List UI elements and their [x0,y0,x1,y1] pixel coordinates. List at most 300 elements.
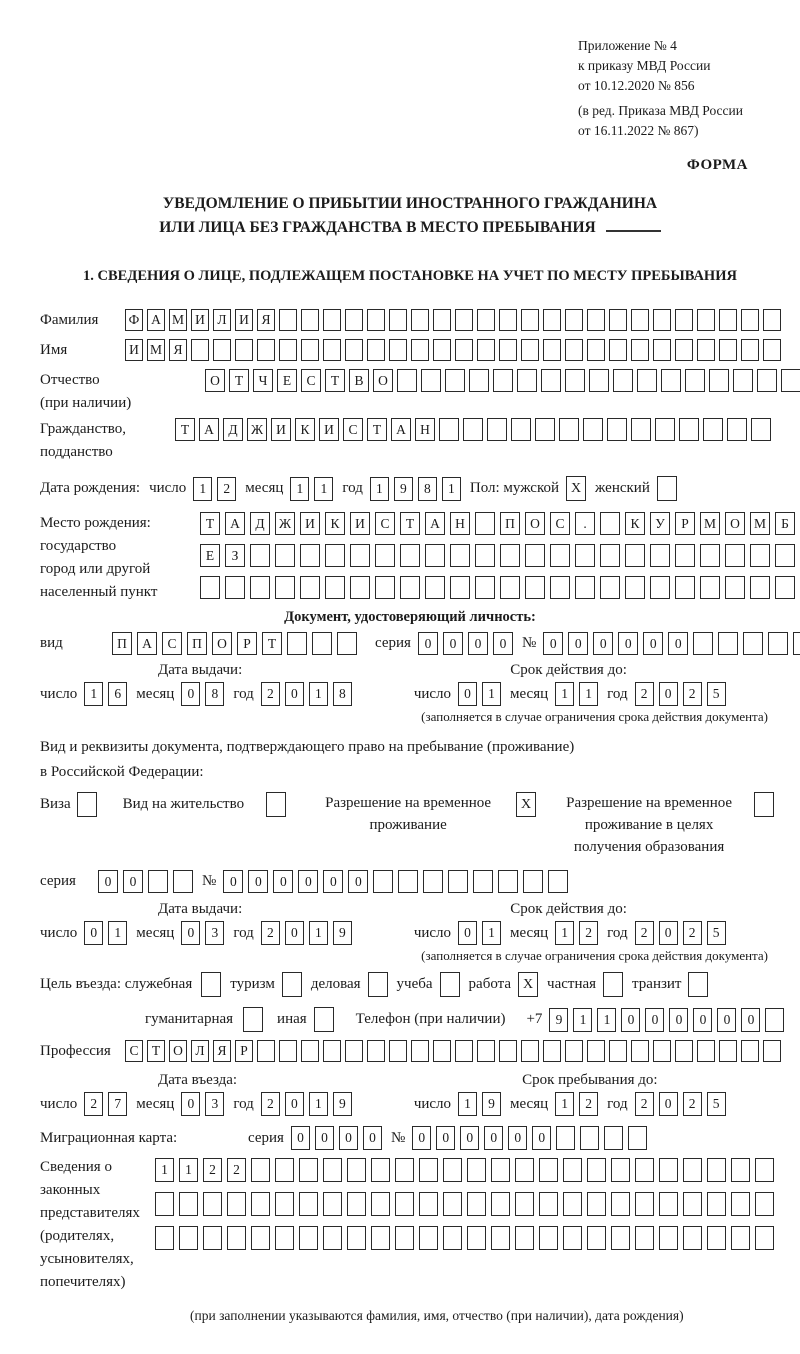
char-cell[interactable]: 3 [205,1092,224,1116]
char-cell[interactable] [550,576,570,599]
checkbox-temp-residence[interactable]: X [516,792,536,817]
char-cell[interactable] [235,339,253,361]
char-cell[interactable] [487,418,507,441]
char-cell[interactable] [299,1192,318,1216]
char-cell[interactable] [300,544,320,567]
char-cell[interactable] [733,369,753,392]
char-cell[interactable] [731,1226,750,1250]
char-cell[interactable]: 0 [458,921,477,945]
char-cell[interactable] [227,1192,246,1216]
char-cell[interactable]: 1 [309,921,328,945]
char-cell[interactable] [521,1040,539,1062]
char-cell[interactable]: 7 [108,1092,127,1116]
char-cell[interactable] [565,1040,583,1062]
char-cell[interactable] [299,1158,318,1182]
char-cell[interactable] [675,1040,693,1062]
char-cell[interactable] [741,309,759,331]
char-cell[interactable]: 0 [460,1126,479,1150]
char-cell[interactable]: М [750,512,770,535]
char-cell[interactable] [563,1226,582,1250]
char-cell[interactable]: 0 [223,870,243,893]
checkbox-work[interactable]: X [518,972,538,997]
char-cell[interactable]: 6 [108,682,127,706]
char-cell[interactable] [200,576,220,599]
char-cell[interactable]: 0 [248,870,268,893]
char-cell[interactable] [718,632,738,655]
char-cell[interactable] [375,544,395,567]
char-cell[interactable]: 0 [621,1008,640,1032]
checkbox-humanitarian[interactable] [243,1007,263,1032]
char-cell[interactable] [719,1040,737,1062]
char-cell[interactable]: Т [400,512,420,535]
checkbox-female[interactable] [657,476,677,501]
char-cell[interactable] [653,309,671,331]
char-cell[interactable]: И [350,512,370,535]
char-cell[interactable]: 5 [707,1092,726,1116]
char-cell[interactable] [775,576,795,599]
char-cell[interactable]: Т [147,1040,165,1062]
char-cell[interactable] [587,1226,606,1250]
char-cell[interactable]: 1 [555,682,574,706]
char-cell[interactable] [589,369,609,392]
char-cell[interactable]: 0 [669,1008,688,1032]
char-cell[interactable] [683,1226,702,1250]
char-cell[interactable] [697,1040,715,1062]
char-cell[interactable] [213,339,231,361]
char-cell[interactable] [543,339,561,361]
char-cell[interactable] [499,309,517,331]
char-cell[interactable] [300,576,320,599]
char-cell[interactable] [275,1158,294,1182]
char-cell[interactable] [731,1192,750,1216]
char-cell[interactable] [631,339,649,361]
char-cell[interactable]: 0 [568,632,588,655]
checkbox-other[interactable] [314,1007,334,1032]
char-cell[interactable] [345,1040,363,1062]
checkbox-official[interactable] [201,972,221,997]
char-cell[interactable]: 9 [549,1008,568,1032]
char-cell[interactable]: А [425,512,445,535]
char-cell[interactable] [395,1158,414,1182]
char-cell[interactable]: Р [235,1040,253,1062]
char-cell[interactable] [323,1158,342,1182]
char-cell[interactable] [587,1192,606,1216]
char-cell[interactable]: 0 [717,1008,736,1032]
char-cell[interactable] [600,512,620,535]
char-cell[interactable] [635,1158,654,1182]
char-cell[interactable] [279,1040,297,1062]
char-cell[interactable] [439,418,459,441]
char-cell[interactable]: С [162,632,182,655]
char-cell[interactable] [675,339,693,361]
char-cell[interactable]: Я [169,339,187,361]
char-cell[interactable] [373,870,393,893]
char-cell[interactable] [539,1192,558,1216]
char-cell[interactable] [659,1158,678,1182]
char-cell[interactable] [323,309,341,331]
char-cell[interactable]: 2 [84,1092,103,1116]
char-cell[interactable]: 1 [179,1158,198,1182]
char-cell[interactable] [367,309,385,331]
char-cell[interactable] [750,544,770,567]
char-cell[interactable]: 1 [314,477,333,501]
char-cell[interactable]: 0 [412,1126,431,1150]
char-cell[interactable]: 1 [573,1008,592,1032]
char-cell[interactable] [575,576,595,599]
char-cell[interactable] [425,544,445,567]
char-cell[interactable]: 5 [707,921,726,945]
char-cell[interactable] [499,339,517,361]
char-cell[interactable] [631,1040,649,1062]
char-cell[interactable]: 0 [323,870,343,893]
char-cell[interactable]: 3 [205,921,224,945]
char-cell[interactable] [499,1040,517,1062]
char-cell[interactable]: 1 [193,477,212,501]
char-cell[interactable]: 0 [181,921,200,945]
char-cell[interactable] [323,1226,342,1250]
char-cell[interactable]: 1 [458,1092,477,1116]
char-cell[interactable] [455,309,473,331]
char-cell[interactable] [700,576,720,599]
char-cell[interactable] [389,339,407,361]
char-cell[interactable] [575,544,595,567]
char-cell[interactable] [550,544,570,567]
char-cell[interactable]: Е [277,369,297,392]
char-cell[interactable] [443,1192,462,1216]
char-cell[interactable]: 2 [261,921,280,945]
char-cell[interactable] [707,1192,726,1216]
char-cell[interactable] [517,369,537,392]
char-cell[interactable]: Р [675,512,695,535]
char-cell[interactable] [765,1008,784,1032]
char-cell[interactable] [155,1226,174,1250]
char-cell[interactable] [500,576,520,599]
char-cell[interactable] [371,1192,390,1216]
char-cell[interactable] [371,1226,390,1250]
char-cell[interactable] [179,1226,198,1250]
char-cell[interactable] [250,576,270,599]
char-cell[interactable] [683,1158,702,1182]
char-cell[interactable] [565,369,585,392]
char-cell[interactable]: 0 [84,921,103,945]
char-cell[interactable] [703,418,723,441]
char-cell[interactable]: Д [223,418,243,441]
char-cell[interactable] [371,1158,390,1182]
char-cell[interactable]: 0 [458,682,477,706]
char-cell[interactable]: 1 [290,477,309,501]
char-cell[interactable] [275,576,295,599]
char-cell[interactable]: 0 [436,1126,455,1150]
char-cell[interactable]: 0 [298,870,318,893]
char-cell[interactable] [751,418,771,441]
char-cell[interactable] [301,339,319,361]
char-cell[interactable] [709,369,729,392]
char-cell[interactable] [498,870,518,893]
char-cell[interactable] [251,1158,270,1182]
char-cell[interactable] [725,576,745,599]
char-cell[interactable]: 8 [333,682,352,706]
char-cell[interactable] [600,576,620,599]
char-cell[interactable] [179,1192,198,1216]
char-cell[interactable] [611,1226,630,1250]
char-cell[interactable] [173,870,193,893]
char-cell[interactable] [450,576,470,599]
char-cell[interactable]: У [650,512,670,535]
char-cell[interactable] [609,309,627,331]
char-cell[interactable] [350,576,370,599]
char-cell[interactable]: 2 [635,1092,654,1116]
char-cell[interactable]: 0 [668,632,688,655]
char-cell[interactable]: С [301,369,321,392]
char-cell[interactable] [731,1158,750,1182]
char-cell[interactable] [693,632,713,655]
char-cell[interactable]: К [325,512,345,535]
char-cell[interactable]: 0 [645,1008,664,1032]
char-cell[interactable] [750,576,770,599]
char-cell[interactable] [433,309,451,331]
char-cell[interactable]: Я [213,1040,231,1062]
char-cell[interactable] [367,1040,385,1062]
char-cell[interactable]: 0 [659,921,678,945]
char-cell[interactable] [419,1226,438,1250]
char-cell[interactable]: Р [237,632,257,655]
char-cell[interactable] [411,339,429,361]
char-cell[interactable]: П [500,512,520,535]
char-cell[interactable] [395,1192,414,1216]
char-cell[interactable]: 0 [98,870,118,893]
char-cell[interactable] [421,369,441,392]
char-cell[interactable] [563,1158,582,1182]
char-cell[interactable]: О [169,1040,187,1062]
char-cell[interactable]: 0 [285,682,304,706]
char-cell[interactable] [251,1226,270,1250]
char-cell[interactable] [511,418,531,441]
char-cell[interactable] [397,369,417,392]
char-cell[interactable] [587,339,605,361]
char-cell[interactable]: 2 [683,682,702,706]
char-cell[interactable] [475,544,495,567]
char-cell[interactable]: 0 [693,1008,712,1032]
char-cell[interactable] [719,309,737,331]
char-cell[interactable]: 0 [443,632,463,655]
char-cell[interactable]: 2 [261,682,280,706]
char-cell[interactable] [611,1158,630,1182]
char-cell[interactable]: Т [200,512,220,535]
char-cell[interactable] [707,1226,726,1250]
char-cell[interactable] [539,1158,558,1182]
char-cell[interactable]: 0 [123,870,143,893]
char-cell[interactable] [655,418,675,441]
char-cell[interactable]: С [550,512,570,535]
char-cell[interactable] [493,369,513,392]
char-cell[interactable]: 5 [707,682,726,706]
char-cell[interactable] [727,418,747,441]
char-cell[interactable]: Т [175,418,195,441]
char-cell[interactable] [395,1226,414,1250]
char-cell[interactable]: И [300,512,320,535]
char-cell[interactable] [491,1226,510,1250]
char-cell[interactable] [741,339,759,361]
char-cell[interactable] [525,544,545,567]
char-cell[interactable]: 1 [482,921,501,945]
char-cell[interactable]: 0 [532,1126,551,1150]
char-cell[interactable] [477,1040,495,1062]
char-cell[interactable]: М [147,339,165,361]
char-cell[interactable]: 2 [217,477,236,501]
char-cell[interactable] [600,544,620,567]
checkbox-private[interactable] [603,972,623,997]
char-cell[interactable]: О [725,512,745,535]
char-cell[interactable]: 2 [683,921,702,945]
char-cell[interactable]: 0 [484,1126,503,1150]
char-cell[interactable] [757,369,777,392]
char-cell[interactable]: О [373,369,393,392]
char-cell[interactable] [467,1226,486,1250]
char-cell[interactable] [443,1226,462,1250]
char-cell[interactable]: С [375,512,395,535]
char-cell[interactable] [225,576,245,599]
char-cell[interactable]: Н [450,512,470,535]
char-cell[interactable]: 0 [543,632,563,655]
char-cell[interactable] [419,1192,438,1216]
char-cell[interactable]: 0 [468,632,488,655]
char-cell[interactable] [445,369,465,392]
char-cell[interactable] [565,309,583,331]
char-cell[interactable]: 1 [555,1092,574,1116]
char-cell[interactable]: 0 [643,632,663,655]
char-cell[interactable]: А [391,418,411,441]
char-cell[interactable] [443,1158,462,1182]
char-cell[interactable]: Ф [125,309,143,331]
char-cell[interactable] [500,544,520,567]
char-cell[interactable] [539,1226,558,1250]
char-cell[interactable]: 9 [394,477,413,501]
char-cell[interactable]: Т [325,369,345,392]
char-cell[interactable]: 1 [84,682,103,706]
char-cell[interactable] [323,339,341,361]
char-cell[interactable] [491,1192,510,1216]
char-cell[interactable] [515,1226,534,1250]
char-cell[interactable] [635,1192,654,1216]
char-cell[interactable]: А [137,632,157,655]
char-cell[interactable] [587,1158,606,1182]
char-cell[interactable]: 1 [597,1008,616,1032]
char-cell[interactable]: А [199,418,219,441]
char-cell[interactable]: 2 [579,1092,598,1116]
char-cell[interactable] [755,1226,774,1250]
char-cell[interactable] [563,1192,582,1216]
char-cell[interactable] [400,576,420,599]
char-cell[interactable]: 0 [285,1092,304,1116]
char-cell[interactable] [523,870,543,893]
char-cell[interactable] [279,309,297,331]
char-cell[interactable]: 0 [618,632,638,655]
char-cell[interactable]: 0 [181,1092,200,1116]
char-cell[interactable] [325,576,345,599]
char-cell[interactable] [541,369,561,392]
char-cell[interactable] [707,1158,726,1182]
char-cell[interactable] [611,1192,630,1216]
char-cell[interactable]: 2 [203,1158,222,1182]
char-cell[interactable] [148,870,168,893]
char-cell[interactable] [473,870,493,893]
char-cell[interactable] [323,1040,341,1062]
char-cell[interactable] [419,1158,438,1182]
checkbox-business[interactable] [368,972,388,997]
char-cell[interactable] [155,1192,174,1216]
char-cell[interactable] [477,339,495,361]
char-cell[interactable] [743,632,763,655]
char-cell[interactable] [793,632,800,655]
char-cell[interactable] [683,1192,702,1216]
char-cell[interactable] [279,339,297,361]
char-cell[interactable] [659,1192,678,1216]
char-cell[interactable] [515,1158,534,1182]
char-cell[interactable] [345,339,363,361]
char-cell[interactable]: 2 [227,1158,246,1182]
char-cell[interactable] [719,339,737,361]
char-cell[interactable] [467,1158,486,1182]
char-cell[interactable] [325,544,345,567]
char-cell[interactable]: 0 [363,1126,382,1150]
char-cell[interactable]: 0 [291,1126,310,1150]
char-cell[interactable] [675,576,695,599]
char-cell[interactable] [203,1192,222,1216]
checkbox-residence-permit[interactable] [266,792,286,817]
char-cell[interactable]: А [225,512,245,535]
char-cell[interactable]: 0 [181,682,200,706]
char-cell[interactable]: К [625,512,645,535]
char-cell[interactable]: П [187,632,207,655]
char-cell[interactable] [763,309,781,331]
char-cell[interactable] [455,1040,473,1062]
char-cell[interactable]: 0 [659,1092,678,1116]
char-cell[interactable]: 8 [205,682,224,706]
char-cell[interactable] [463,418,483,441]
char-cell[interactable] [448,870,468,893]
char-cell[interactable] [543,1040,561,1062]
char-cell[interactable] [741,1040,759,1062]
char-cell[interactable]: И [125,339,143,361]
char-cell[interactable] [625,544,645,567]
char-cell[interactable]: 0 [285,921,304,945]
char-cell[interactable] [389,1040,407,1062]
char-cell[interactable] [697,339,715,361]
char-cell[interactable] [631,309,649,331]
char-cell[interactable]: И [271,418,291,441]
char-cell[interactable]: 1 [108,921,127,945]
char-cell[interactable]: 2 [635,682,654,706]
char-cell[interactable] [768,632,788,655]
char-cell[interactable] [275,544,295,567]
char-cell[interactable] [755,1158,774,1182]
char-cell[interactable] [350,544,370,567]
char-cell[interactable] [469,369,489,392]
char-cell[interactable]: К [295,418,315,441]
char-cell[interactable] [755,1192,774,1216]
char-cell[interactable] [679,418,699,441]
char-cell[interactable]: И [191,309,209,331]
char-cell[interactable] [203,1226,222,1250]
char-cell[interactable]: 2 [635,921,654,945]
char-cell[interactable] [411,309,429,331]
char-cell[interactable] [389,309,407,331]
char-cell[interactable] [301,1040,319,1062]
char-cell[interactable] [398,870,418,893]
char-cell[interactable] [525,576,545,599]
char-cell[interactable]: 0 [508,1126,527,1150]
char-cell[interactable] [543,309,561,331]
